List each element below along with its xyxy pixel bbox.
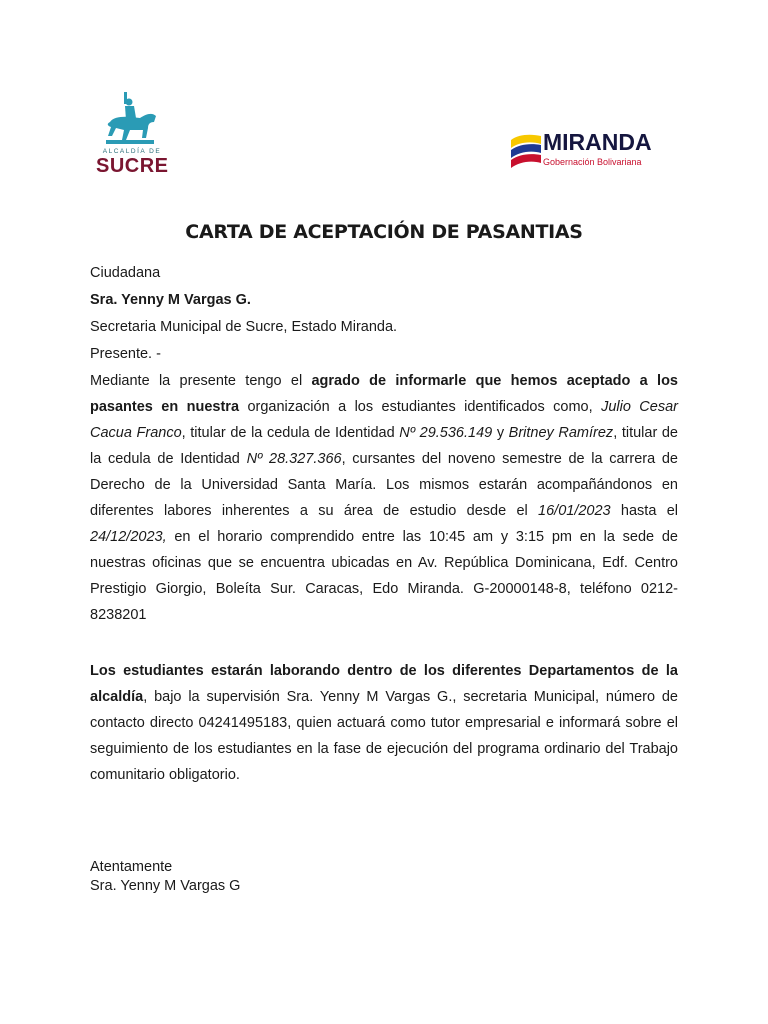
salutation-line: Ciudadana <box>90 265 161 281</box>
closing-line: Atentamente <box>90 859 173 875</box>
document-title: CARTA DE ACEPTACIÓN DE PASANTIAS <box>185 221 583 243</box>
presente-line: Presente. - <box>90 346 161 362</box>
logo-name: MIRANDA <box>543 129 652 155</box>
flag-stripes-icon <box>507 130 547 176</box>
text-segment-italic: Julio Cesar Cacua Franco <box>90 399 678 441</box>
text-segment-italic: Nº 28.327.366 <box>246 451 342 467</box>
recipient-title: Secretaria Municipal de Sucre, Estado Miranda. <box>90 319 398 335</box>
text-segment-italic: Britney Ramírez <box>508 425 614 441</box>
text-segment-italic: 24/12/2023, <box>90 529 167 545</box>
equestrian-statue-icon <box>96 92 168 148</box>
text-segment-normal: , bajo la supervisión Sra. Yenny M Vargas G., secretaria Municipal, número de contacto directo 04241495183, quien actuará como tutor empresarial e informará sobre el seguimiento de los estudiantes en la fase de ejecución del programa ordinario del Trabajo comunitario obligatorio. <box>90 689 678 783</box>
text-segment-bold: agrado de informarle que hemos aceptado a los pasantes en nuestra <box>90 373 679 415</box>
text-segment-normal: en el horario comprendido entre las 10:45 am y 3:15 pm en la sede de nuestras oficinas que se encuentra ubicadas en Av. República Dominicana, Edf. Centro Prestigio Giorgio, Boleíta Sur. Caracas, Edo Miranda. G-20000148-8, teléfono 0212-8238201 <box>90 529 678 623</box>
body-paragraph-1 <box>90 368 678 628</box>
text-segment-normal: , cursantes del noveno semestre de la carrera de Derecho de la Universidad Santa María. Los mismos estarán acompañándonos en diferentes labores inherentes a su área de estudio desde el <box>90 451 678 519</box>
text-segment-italic: Nº 29.536.149 <box>399 425 493 441</box>
text-segment-normal: , titular de la cedula de Identidad <box>181 425 400 441</box>
signature-name: Sra. Yenny M Vargas G <box>90 878 241 894</box>
logo-name: SUCRE <box>96 155 169 177</box>
alcaldia-sucre-logo <box>96 92 168 180</box>
text-segment-normal: organización a los estudiantes identificados como, <box>239 399 602 415</box>
recipient-name: Sra. Yenny M Vargas G. <box>90 292 251 308</box>
text-segment-normal: , titular de la cedula de Identidad <box>90 425 678 467</box>
text-segment-italic: 16/01/2023 <box>538 503 611 519</box>
text-segment-normal: hasta el <box>610 503 678 519</box>
text-segment-normal: y <box>492 425 509 441</box>
logo-subtitle: Gobernación Bolivariana <box>543 157 642 167</box>
gobernacion-miranda-logo <box>507 130 667 178</box>
logo-top-text: ALCALDÍA DE <box>102 148 162 155</box>
body-paragraph-2 <box>90 658 678 788</box>
text-segment-normal: Mediante la presente tengo el <box>90 373 312 389</box>
text-segment-bold: Los estudiantes estarán laborando dentro de los diferentes Departamentos de la alcaldía <box>90 663 678 705</box>
